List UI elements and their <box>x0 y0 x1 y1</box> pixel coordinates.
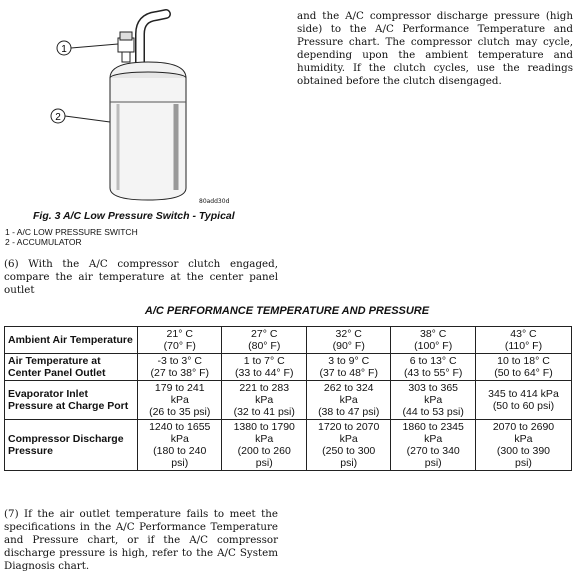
cell-line: (38 to 47 psi) <box>318 406 380 418</box>
cell-line: (32 to 41 psi) <box>233 406 295 418</box>
table-cell <box>222 354 306 381</box>
cell-line: (180 to 240 <box>153 445 207 457</box>
figure-legend <box>5 227 138 247</box>
table-row <box>5 354 572 381</box>
cell-line: kPa <box>170 433 189 445</box>
cell-line: 43° C <box>510 328 537 340</box>
cell-line: (33 to 44° F) <box>234 367 294 379</box>
cell-line: 2070 to 2690 <box>492 421 555 433</box>
cell-line: psi) <box>424 457 442 469</box>
cell-line: 21° C <box>166 328 193 340</box>
cell-line: (90° F) <box>332 340 365 352</box>
top-paragraph: and the A/C compressor discharge pressure (high side) to the A/C Performance Temperature and Pressure chart. The compressor clutch may cycle, depending upon the ambient temperature and humidity. If the clutch cycles, use the readings obtained before the clutch disengaged. <box>297 10 573 87</box>
accumulator-figure <box>40 4 240 210</box>
cell-line: kPa <box>339 433 358 445</box>
table-title: A/C PERFORMANCE TEMPERATURE AND PRESSURE <box>144 305 430 317</box>
cell-line: kPa <box>255 394 274 406</box>
legend-item-1: 1 - A/C LOW PRESSURE SWITCH <box>5 227 138 237</box>
cell-line: psi) <box>515 457 532 469</box>
table-cell <box>475 327 571 354</box>
cell-line: kPa <box>424 433 443 445</box>
cell-line: kPa <box>255 433 274 445</box>
cell-line: 1380 to 1790 <box>233 421 295 433</box>
cell-line: 345 to 414 kPa <box>488 388 559 400</box>
table-cell <box>475 354 571 381</box>
cell-line: 1240 to 1655 <box>149 421 211 433</box>
cell-line: (27 to 38° F) <box>150 367 209 379</box>
cell-line: (250 to 300 <box>322 445 376 457</box>
figure-caption: Fig. 3 A/C Low Pressure Switch - Typical <box>33 210 235 222</box>
table-cell <box>138 354 222 381</box>
table-cell <box>138 420 222 471</box>
step-6-paragraph: (6) With the A/C compressor clutch engaged, compare the air temperature at the center panel outlet <box>4 258 278 296</box>
table-row <box>5 420 572 471</box>
cell-line: (110° F) <box>504 340 543 352</box>
cell-line: 262 to 324 <box>323 382 374 394</box>
cell-line: (70° F) <box>163 340 196 352</box>
table-cell <box>138 327 222 354</box>
cell-line: psi) <box>340 457 358 469</box>
table-cell <box>306 354 390 381</box>
cell-line: kPa <box>424 394 443 406</box>
cell-line: (100° F) <box>414 340 453 352</box>
cell-line: 1720 to 2070 <box>318 421 380 433</box>
cell-line: 10 to 18° C <box>497 355 550 367</box>
table-cell <box>391 327 475 354</box>
figure-code: 80add30d <box>199 198 230 205</box>
legend-item-2: 2 - ACCUMULATOR <box>5 237 82 247</box>
cell-line: psi) <box>255 457 273 469</box>
cell-line: kPa <box>514 433 533 445</box>
cell-line: 1 to 7° C <box>243 355 285 367</box>
cell-line: 303 to 365 <box>408 382 459 394</box>
cell-line: (50 to 60 psi) <box>492 400 555 412</box>
callout-1: 1 <box>61 44 67 55</box>
table-cell <box>475 420 571 471</box>
cell-line: (270 to 340 <box>406 445 460 457</box>
table-cell <box>391 354 475 381</box>
cell-line: (43 to 55° F) <box>403 367 463 379</box>
cell-line: (37 to 48° F) <box>319 367 378 379</box>
cell-line: (44 to 53 psi) <box>402 406 464 418</box>
table-cell <box>306 381 390 420</box>
table-cell <box>222 381 306 420</box>
table-cell <box>475 381 571 420</box>
cell-line: 6 to 13° C <box>409 355 457 367</box>
table-cell <box>222 420 306 471</box>
cell-line: (50 to 64° F) <box>494 367 553 379</box>
cell-line: -3 to 3° C <box>157 355 202 367</box>
table-row <box>5 381 572 420</box>
callout-2: 2 <box>55 112 61 123</box>
cell-line: 3 to 9° C <box>328 355 370 367</box>
cell-line: kPa <box>170 394 189 406</box>
table-cell <box>391 381 475 420</box>
row-header: Air Temperature at Center Panel Outlet <box>5 354 138 381</box>
row-header: Evaporator Inlet Pressure at Charge Port <box>5 381 138 420</box>
cell-line: kPa <box>339 394 358 406</box>
table-cell <box>306 420 390 471</box>
table-cell <box>138 381 222 420</box>
cell-line: 1860 to 2345 <box>402 421 464 433</box>
cell-line: 221 to 283 <box>239 382 290 394</box>
table-cell <box>306 327 390 354</box>
table-cell <box>391 420 475 471</box>
cell-line: (300 to 390 <box>496 445 551 457</box>
cell-line: (80° F) <box>248 340 281 352</box>
row-header: Compressor Discharge Pressure <box>5 420 138 471</box>
table-cell <box>222 327 306 354</box>
cell-line: 179 to 241 <box>154 382 205 394</box>
cell-line: psi) <box>171 457 189 469</box>
row-header: Ambient Air Temperature <box>5 327 138 354</box>
cell-line: 27° C <box>251 328 278 340</box>
cell-line: 32° C <box>335 328 362 340</box>
cell-line: 38° C <box>420 328 447 340</box>
step-7-paragraph: (7) If the air outlet temperature fails to meet the specifications in the A/C Performance Temperature and Pressure chart, or if the A/C compressor discharge pressure is high, refer to the A/C System Diagnosis chart. <box>4 508 278 572</box>
cell-line: (200 to 260 <box>237 445 291 457</box>
accumulator-illustration-icon <box>40 4 240 210</box>
cell-line: (26 to 35 psi) <box>149 406 211 418</box>
performance-table <box>4 326 572 471</box>
table-row <box>5 327 572 354</box>
